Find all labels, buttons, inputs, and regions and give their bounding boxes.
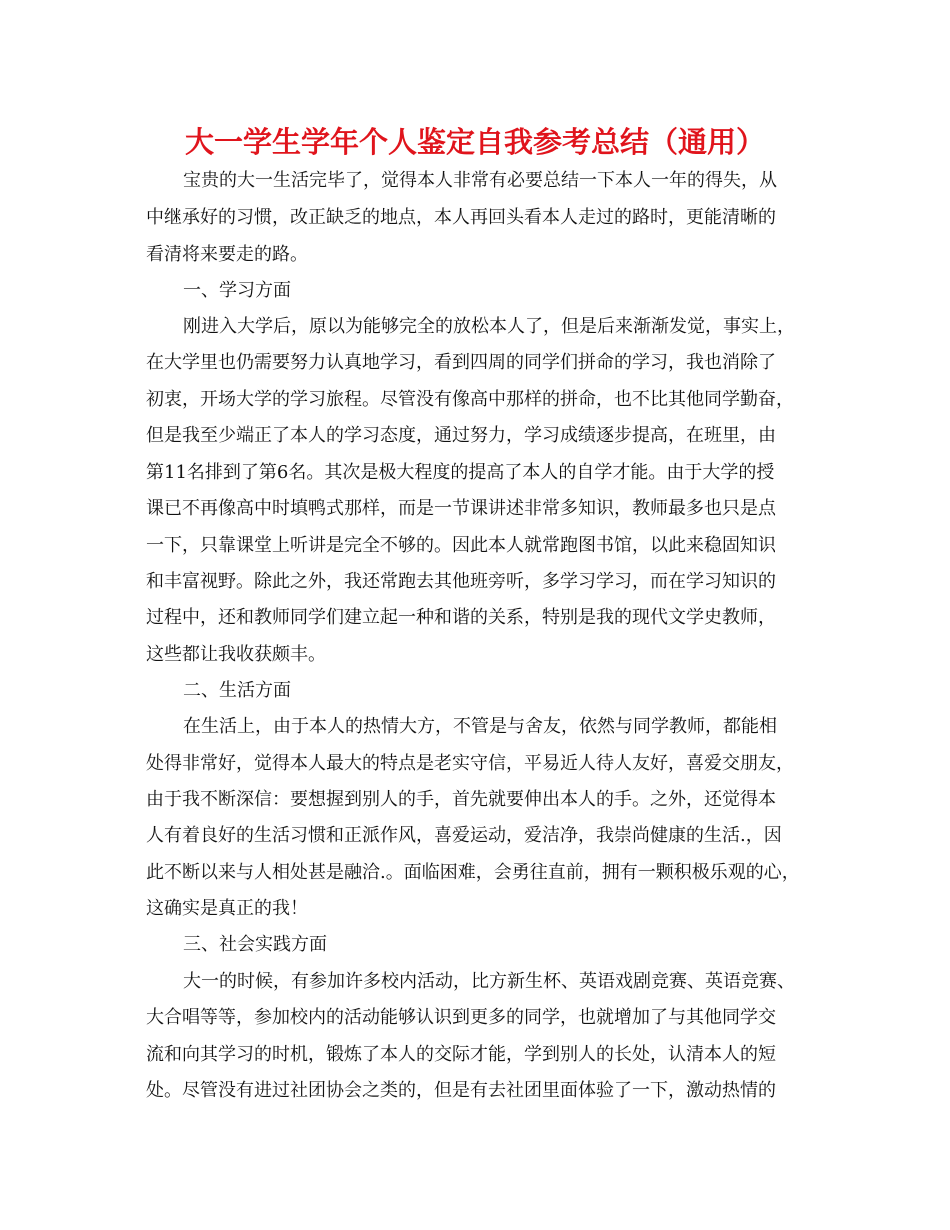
text-line: 课已不再像高中时填鸭式那样，而是一节课讲述非常多知识，教师最多也只是点 (146, 498, 776, 519)
text-line: 这确实是真正的我！ (146, 898, 308, 919)
text-line: 这些都让我收获颇丰。 (146, 644, 326, 665)
text-line: 初衷，开场大学的学习旅程。尽管没有像高中那样的拼命，也不比其他同学勤奋， (146, 389, 794, 410)
text-line: 过程中，还和教师同学们建立起一种和谐的关系，特别是我的现代文学史教师， (146, 607, 776, 628)
text-line: 和丰富视野。除此之外，我还常跑去其他班旁听，多学习学习，而在学习知识的 (146, 571, 776, 592)
text-line: 但是我至少端正了本人的学习态度，通过努力，学习成绩逐步提高，在班里，由 (146, 425, 776, 446)
section-heading: 一、学习方面 (183, 280, 291, 301)
text-line: 宝贵的大一生活完毕了，觉得本人非常有必要总结一下本人一年的得失，从 (183, 170, 777, 191)
text-line: 大合唱等等，参加校内的活动能够认识到更多的同学，也就增加了与其他同学交 (146, 1007, 776, 1028)
text-line: 人有着良好的生活习惯和正派作风，喜爱运动，爱洁净，我崇尚健康的生活.，因 (146, 825, 782, 846)
text-line: 看清将来要走的路。 (146, 244, 308, 265)
text-line: 处。尽管没有进过社团协会之类的，但是有去社团里面体验了一下，激动热情的 (146, 1080, 776, 1101)
section-heading: 三、社会实践方面 (183, 934, 327, 955)
text-line: 在大学里也仍需要努力认真地学习，看到四周的同学们拼命的学习，我也消除了 (146, 352, 776, 373)
text-line: 刚进入大学后，原以为能够完全的放松本人了，但是后来渐渐发觉，事实上， (183, 316, 795, 337)
text-line: 流和向其学习的时机，锻炼了本人的交际才能，学到别人的长处，认清本人的短 (146, 1044, 776, 1065)
section-heading: 二、生活方面 (183, 680, 291, 701)
text-line: 在生活上，由于本人的热情大方，不管是与舍友，依然与同学教师，都能相 (183, 716, 777, 737)
text-line: 一下，只靠课堂上听讲是完全不够的。因此本人就常跑图书馆，以此来稳固知识 (146, 535, 776, 556)
text-line: 此不断以来与人相处甚是融洽.。面临困难，会勇往直前，拥有一颗积极乐观的心， (146, 862, 800, 883)
text-line: 大一的时候，有参加许多校内活动，比方新生杯、英语戏剧竞赛、英语竞赛、 (183, 971, 795, 992)
document-title: 大一学生学年个人鉴定自我参考总结（通用） (184, 125, 765, 159)
text-line: 处得非常好，觉得本人最大的特点是老实守信，平易近人待人友好，喜爱交朋友， (146, 753, 794, 774)
text-line: 第11名排到了第6名。其次是极大程度的提高了本人的自学才能。由于大学的授 (146, 462, 775, 483)
text-line: 中继承好的习惯，改正缺乏的地点，本人再回头看本人走过的路时，更能清晰的 (146, 207, 776, 228)
text-line: 由于我不断深信：要想握到别人的手，首先就要伸出本人的手。之外，还觉得本 (146, 789, 776, 810)
